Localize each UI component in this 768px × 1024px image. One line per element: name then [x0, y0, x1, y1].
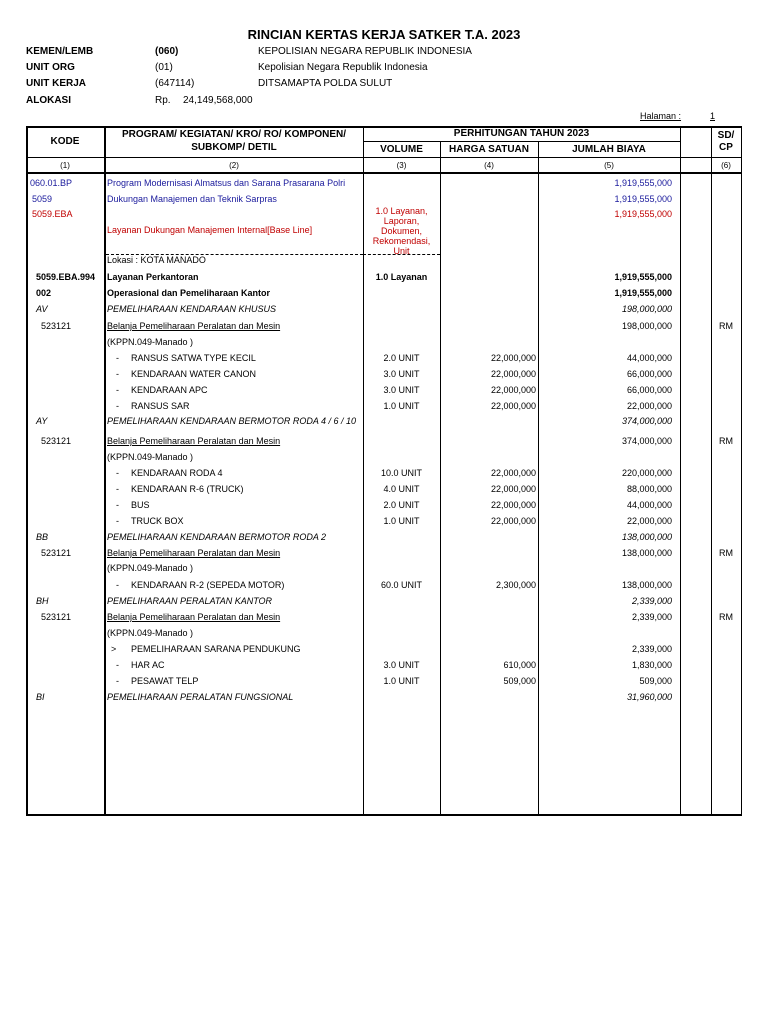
row-bullet: -	[116, 500, 119, 510]
row-desc: (KPPN.049-Manado )	[107, 337, 194, 347]
row-harga: 22,000,000	[490, 401, 536, 411]
colnum-4: (4)	[484, 161, 494, 170]
row-kode: 523121	[41, 612, 72, 622]
col-divider-1	[104, 126, 106, 816]
th-sdcp-2: CP	[719, 142, 733, 153]
row-bullet: -	[116, 516, 119, 526]
perhitungan-divider	[363, 141, 680, 142]
row-desc: KENDARAAN R-6 (TRUCK)	[131, 484, 244, 494]
row-jumlah: 22,000,000	[626, 401, 672, 411]
th-program-2: SUBKOMP/ DETIL	[191, 142, 277, 153]
colnum-divider	[26, 172, 742, 174]
row-desc: KENDARAAN WATER CANON	[131, 369, 257, 379]
row-desc: Belanja Pemeliharaan Peralatan dan Mesin	[107, 612, 281, 622]
col-divider-5	[680, 126, 681, 816]
row-jumlah: 88,000,000	[626, 484, 672, 494]
row-harga: 509,000	[503, 676, 536, 686]
row-harga: 22,000,000	[490, 468, 536, 478]
row-jumlah: 220,000,000	[621, 468, 672, 478]
alokasi-label: ALOKASI	[26, 95, 71, 106]
row-bullet: -	[116, 369, 119, 379]
col-divider-7	[741, 126, 742, 816]
row-harga: 22,000,000	[490, 353, 536, 363]
row-kode: 523121	[41, 436, 72, 446]
unit-kerja-label: UNIT KERJA	[26, 78, 87, 89]
row-desc: PEMELIHARAAN SARANA PENDUKUNG	[131, 644, 301, 654]
row-kode: BH	[36, 596, 49, 606]
row-desc: RANSUS SAR	[131, 401, 190, 411]
row-kode: 060.01.BP	[30, 178, 73, 188]
dashed-separator-volume	[363, 254, 440, 255]
row-bullet: -	[116, 580, 119, 590]
row-kode: 523121	[41, 321, 72, 331]
row-desc: Dukungan Manajemen dan Teknik Sarpras	[107, 194, 277, 204]
halaman-label: Halaman :	[640, 111, 682, 121]
row-jumlah: 66,000,000	[626, 369, 672, 379]
row-kode: 5059.EBA	[32, 209, 73, 219]
row-jumlah: 1,830,000	[631, 660, 672, 670]
row-bullet: -	[116, 401, 119, 411]
row-volume: 3.0 UNIT	[383, 660, 420, 670]
row-kode: BB	[36, 532, 49, 542]
colnum-2: (2)	[229, 161, 239, 170]
row-jumlah: 198,000,000	[621, 304, 672, 314]
th-jumlah-biaya: JUMLAH BIAYA	[572, 144, 646, 155]
row-kode: 5059.EBA.994	[36, 272, 96, 282]
row-jumlah: 31,960,000	[626, 692, 672, 702]
row-jumlah: 66,000,000	[626, 385, 672, 395]
page-title: RINCIAN KERTAS KERJA SATKER T.A. 2023	[247, 27, 521, 42]
row-jumlah: 374,000,000	[621, 416, 672, 426]
kemen-name: KEPOLISIAN NEGARA REPUBLIK INDONESIA	[258, 46, 472, 57]
row-desc: KENDARAAN R-2 (SEPEDA MOTOR)	[131, 580, 285, 590]
row-desc: (KPPN.049-Manado )	[107, 563, 194, 573]
row-jumlah: 2,339,000	[631, 596, 672, 606]
row-sdcp: RM	[719, 612, 733, 622]
halaman-value: 1	[710, 111, 716, 121]
row-desc: Layanan Dukungan Manajemen Internal[Base Line]	[107, 225, 313, 235]
row-jumlah: 509,000	[639, 676, 672, 686]
row-kode: AV	[36, 304, 48, 314]
row-desc: TRUCK BOX	[131, 516, 184, 526]
row-harga: 22,000,000	[490, 369, 536, 379]
row-bullet: -	[116, 353, 119, 363]
colnum-5: (5)	[604, 161, 614, 170]
row-bullet: -	[116, 468, 119, 478]
th-perhitungan: PERHITUNGAN TAHUN 2023	[453, 128, 590, 139]
colnum-1: (1)	[60, 161, 70, 170]
th-kode: KODE	[50, 136, 80, 147]
row-jumlah: 1,919,555,000	[614, 288, 672, 298]
row-sdcp: RM	[719, 548, 733, 558]
row-desc: Lokasi : KOTA MANADO	[107, 255, 206, 265]
row-jumlah: 1,919,555,000	[614, 194, 672, 204]
row-harga: 2,300,000	[495, 580, 536, 590]
row-volume: 4.0 UNIT	[383, 484, 420, 494]
row-volume: 1.0 UNIT	[383, 516, 420, 526]
row-volume: 2.0 UNIT	[383, 353, 420, 363]
row-desc: RANSUS SATWA TYPE KECIL	[131, 353, 256, 363]
row-volume: 3.0 UNIT	[383, 385, 420, 395]
row-sdcp: RM	[719, 436, 733, 446]
unit-kerja-code: (647114)	[155, 78, 195, 89]
colnum-6: (6)	[721, 161, 731, 170]
unit-kerja-name: DITSAMAPTA POLDA SULUT	[258, 78, 393, 89]
row-jumlah: 1,919,555,000	[614, 209, 672, 219]
row-volume: 10.0 UNIT	[380, 468, 422, 478]
row-desc: Program Modernisasi Almatsus dan Sarana Prasarana Polri	[107, 178, 346, 188]
row-desc: HAR AC	[131, 660, 165, 670]
row-jumlah: 138,000,000	[621, 548, 672, 558]
row-desc: PEMELIHARAAN PERALATAN FUNGSIONAL	[107, 692, 294, 702]
row-jumlah: 198,000,000	[621, 321, 672, 331]
row-sdcp: RM	[719, 321, 733, 331]
row-jumlah: 2,339,000	[631, 612, 672, 622]
th-volume: VOLUME	[380, 144, 423, 155]
row-volume: 1.0 UNIT	[383, 401, 420, 411]
row-desc: Belanja Pemeliharaan Peralatan dan Mesin	[107, 321, 281, 331]
row-desc: Operasional dan Pemeliharaan Kantor	[107, 288, 271, 298]
row-jumlah: 44,000,000	[626, 353, 672, 363]
row-harga: 22,000,000	[490, 385, 536, 395]
row-volume: 1.0 UNIT	[383, 676, 420, 686]
row-desc: (KPPN.049-Manado )	[107, 628, 194, 638]
row-harga: 22,000,000	[490, 484, 536, 494]
alokasi-amount: 24,149,568,000	[183, 95, 253, 106]
row-bullet: -	[116, 385, 119, 395]
row-kode: BI	[36, 692, 45, 702]
row-desc: PEMELIHARAAN KENDARAAN BERMOTOR RODA 2	[107, 532, 327, 542]
row-desc: Layanan Perkantoran	[107, 272, 199, 282]
row-volume: 2.0 UNIT	[383, 500, 420, 510]
row-jumlah: 138,000,000	[621, 532, 672, 542]
col-divider-6	[711, 126, 712, 816]
row-desc: KENDARAAN RODA 4	[131, 468, 223, 478]
kemen-code: (060)	[155, 46, 179, 57]
row-jumlah: 1,919,555,000	[614, 272, 672, 282]
row-desc: Belanja Pemeliharaan Peralatan dan Mesin	[107, 436, 281, 446]
row-desc: BUS	[131, 500, 150, 510]
col-divider-3	[440, 141, 441, 816]
header-divider	[26, 157, 742, 158]
row-bullet: -	[116, 660, 119, 670]
row-jumlah: 1,919,555,000	[614, 178, 672, 188]
row-bullet: >	[111, 644, 117, 654]
th-sdcp-1: SD/	[717, 130, 735, 141]
row-desc: PESAWAT TELP	[131, 676, 199, 686]
row-desc: KENDARAAN APC	[131, 385, 208, 395]
row-harga: 22,000,000	[490, 500, 536, 510]
row-jumlah: 2,339,000	[631, 644, 672, 654]
unit-org-name: Kepolisian Negara Republik Indonesia	[258, 62, 428, 73]
row-volume: 1.0 Layanan	[375, 272, 428, 282]
row-kode: AY	[36, 416, 48, 426]
alokasi-currency: Rp.	[155, 95, 171, 106]
colnum-3: (3)	[396, 161, 407, 170]
row-jumlah: 44,000,000	[626, 500, 672, 510]
row-desc: Belanja Pemeliharaan Peralatan dan Mesin	[107, 548, 281, 558]
row-bullet: -	[116, 484, 119, 494]
row-kode: 5059	[32, 194, 53, 204]
eba-volume: 1.0 Layanan, Laporan, Dokumen, Rekomendasi, Unit	[372, 206, 431, 256]
row-volume: 60.0 UNIT	[380, 580, 422, 590]
th-program: PROGRAM/ KEGIATAN/ KRO/ RO/ KOMPONEN/	[121, 129, 347, 140]
row-desc: (KPPN.049-Manado )	[107, 452, 194, 462]
row-kode: 002	[36, 288, 52, 298]
kemen-label: KEMEN/LEMB	[26, 46, 94, 57]
unit-org-code: (01)	[155, 62, 173, 73]
row-jumlah: 22,000,000	[626, 516, 672, 526]
row-desc: PEMELIHARAAN PERALATAN KANTOR	[107, 596, 273, 606]
row-volume: 3.0 UNIT	[383, 369, 420, 379]
row-bullet: -	[116, 676, 119, 686]
row-harga: 610,000	[503, 660, 536, 670]
row-jumlah: 138,000,000	[621, 580, 672, 590]
col-divider-4	[538, 141, 539, 816]
row-harga: 22,000,000	[490, 516, 536, 526]
unit-org-label: UNIT ORG	[26, 62, 75, 73]
th-harga-satuan: HARGA SATUAN	[449, 144, 529, 155]
row-kode: 523121	[41, 548, 72, 558]
row-desc: PEMELIHARAAN KENDARAAN BERMOTOR RODA 4 / 6 / 10	[107, 416, 357, 426]
row-jumlah: 374,000,000	[621, 436, 672, 446]
row-desc: PEMELIHARAAN KENDARAAN KHUSUS	[107, 304, 277, 314]
